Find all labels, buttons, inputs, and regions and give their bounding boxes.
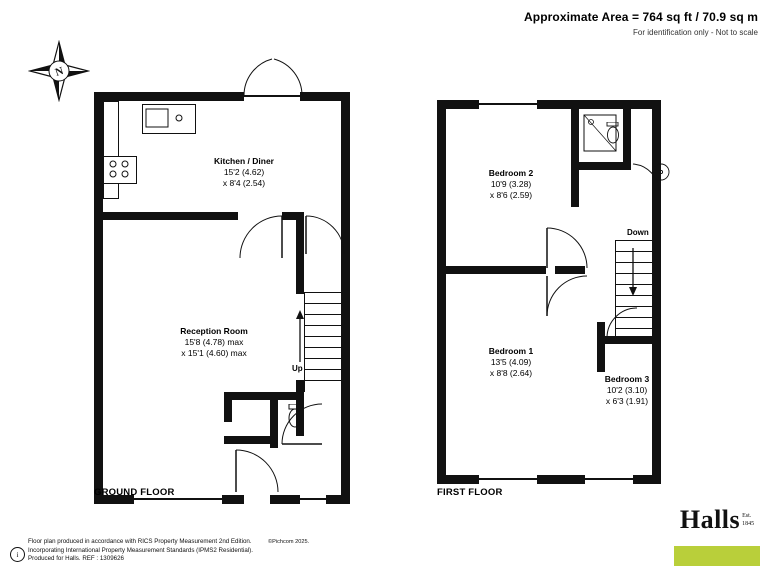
room-dim2-bedroom2: x 8'6 (2.59)	[489, 190, 533, 200]
room-dim1-bedroom3: 10'2 (3.10)	[606, 385, 648, 395]
halls-logo-wordmark	[674, 494, 760, 546]
stairs-down-label: Down	[627, 228, 649, 237]
window-first-top	[479, 103, 537, 105]
sink-fixture	[142, 104, 196, 134]
door-arc-entrance	[234, 448, 280, 494]
room-label-bedroom1	[451, 346, 571, 379]
area-disclaimer: For identification only - Not to scale	[633, 28, 758, 37]
room-dim2-reception-room: x 15'1 (4.60) max	[181, 348, 247, 358]
wall-wc-bottom-strip	[224, 436, 278, 444]
door-arc-bedroom1	[545, 274, 589, 318]
window-ground-bottom-left	[134, 498, 222, 500]
svg-text:N: N	[53, 65, 65, 79]
footer-line-1: Floor plan produced in accordance with RICS Property Measurement 2nd Edition.	[28, 538, 252, 546]
toilet-fixture-bathroom	[605, 122, 621, 146]
wall-kitchen-divider-left	[103, 212, 238, 220]
wall-ground-left-lower	[94, 212, 103, 504]
window-first-bottom-right	[585, 478, 633, 480]
wall-ground-bottom-4	[326, 495, 350, 504]
wall-ground-top-left	[94, 92, 244, 101]
halls-logo-bar	[674, 546, 760, 566]
room-label-bedroom3	[572, 374, 682, 407]
french-door-arc-top	[242, 54, 304, 96]
room-dim1-reception-room: 15'8 (4.78) max	[184, 337, 244, 347]
ground-floor-title: GROUND FLOOR	[94, 487, 175, 498]
room-dim2-kitchen-diner: x 8'4 (2.54)	[222, 178, 266, 188]
room-name-reception-room: Reception Room	[180, 326, 248, 336]
ground-floor-plan	[94, 92, 350, 504]
toilet-fixture	[286, 404, 304, 430]
staircase-ground	[304, 292, 341, 392]
first-floor-plan	[437, 100, 661, 484]
stairs-up-label: Up	[292, 364, 303, 373]
rics-mark-icon: i	[10, 547, 25, 562]
wall-first-bottom-mid	[537, 475, 585, 484]
room-dim2-bedroom1: x 8'8 (2.64)	[489, 368, 533, 378]
wall-wc-top	[224, 392, 304, 400]
wall-first-right-mid	[652, 186, 661, 484]
wall-first-left	[437, 100, 446, 484]
wall-bed3-vertical	[597, 322, 605, 372]
door-arc-kitchen	[238, 214, 284, 260]
footer-disclaimer	[28, 538, 253, 564]
footer-line-3: Produced for Halls. REF : 1309626	[28, 555, 124, 563]
wall-bathroom-right	[623, 109, 631, 169]
halls-word: Halls	[679, 505, 741, 534]
wall-first-bottom-left	[437, 475, 479, 484]
north-arrow-icon	[28, 40, 90, 102]
window-ground-bottom-right	[300, 498, 326, 500]
rics-badge	[10, 547, 25, 562]
room-name-bedroom3: Bedroom 3	[604, 374, 650, 384]
wall-hall-vertical	[296, 212, 304, 294]
wall-landing-vertical	[571, 109, 579, 207]
wall-bed2-divider	[446, 266, 546, 274]
door-arc-hall	[304, 214, 346, 256]
wall-first-bottom-right	[633, 475, 661, 484]
room-label-reception-room	[144, 326, 284, 359]
stairs-down-arrow-icon	[627, 248, 639, 296]
wall-ground-left	[94, 92, 103, 212]
approximate-area-title: Approximate Area = 764 sq ft / 70.9 sq m	[524, 10, 758, 24]
window-first-bottom-left	[479, 478, 537, 480]
room-label-bedroom2	[451, 168, 571, 201]
room-dim1-bedroom1: 13'5 (4.09)	[490, 357, 532, 367]
wall-bathroom-bottom	[571, 162, 631, 170]
room-dim1-bedroom2: 10'9 (3.28)	[490, 179, 532, 189]
halls-est: Est. 1845	[742, 513, 755, 527]
wall-first-top-mid	[537, 100, 661, 109]
room-dim1-kitchen-diner: 15'2 (4.62)	[223, 167, 265, 177]
wall-ground-bottom-2	[222, 495, 244, 504]
room-dim2-bedroom3: x 6'3 (1.91)	[605, 396, 649, 406]
hob-fixture	[103, 156, 137, 184]
copyright-text: ©Pichcom 2025.	[268, 539, 310, 545]
halls-logo[interactable]	[674, 494, 760, 568]
first-floor-title: FIRST FLOOR	[437, 487, 503, 498]
footer-line-2: Incorporating International Property Measurement Standards (IPMS2 Residential).	[28, 546, 253, 554]
room-name-kitchen-diner: Kitchen / Diner	[214, 156, 274, 166]
door-arc-bedroom2	[545, 226, 589, 270]
room-name-bedroom2: Bedroom 2	[488, 168, 534, 178]
wall-wc-lower-left	[224, 392, 232, 422]
room-name-bedroom1: Bedroom 1	[488, 346, 534, 356]
stairs-up-arrow-icon	[294, 310, 306, 362]
worktop-run	[103, 101, 119, 199]
basin-fixture	[651, 162, 671, 182]
wall-ground-bottom-3	[270, 495, 300, 504]
wall-ground-right	[341, 92, 350, 504]
room-label-kitchen-diner	[184, 156, 304, 189]
